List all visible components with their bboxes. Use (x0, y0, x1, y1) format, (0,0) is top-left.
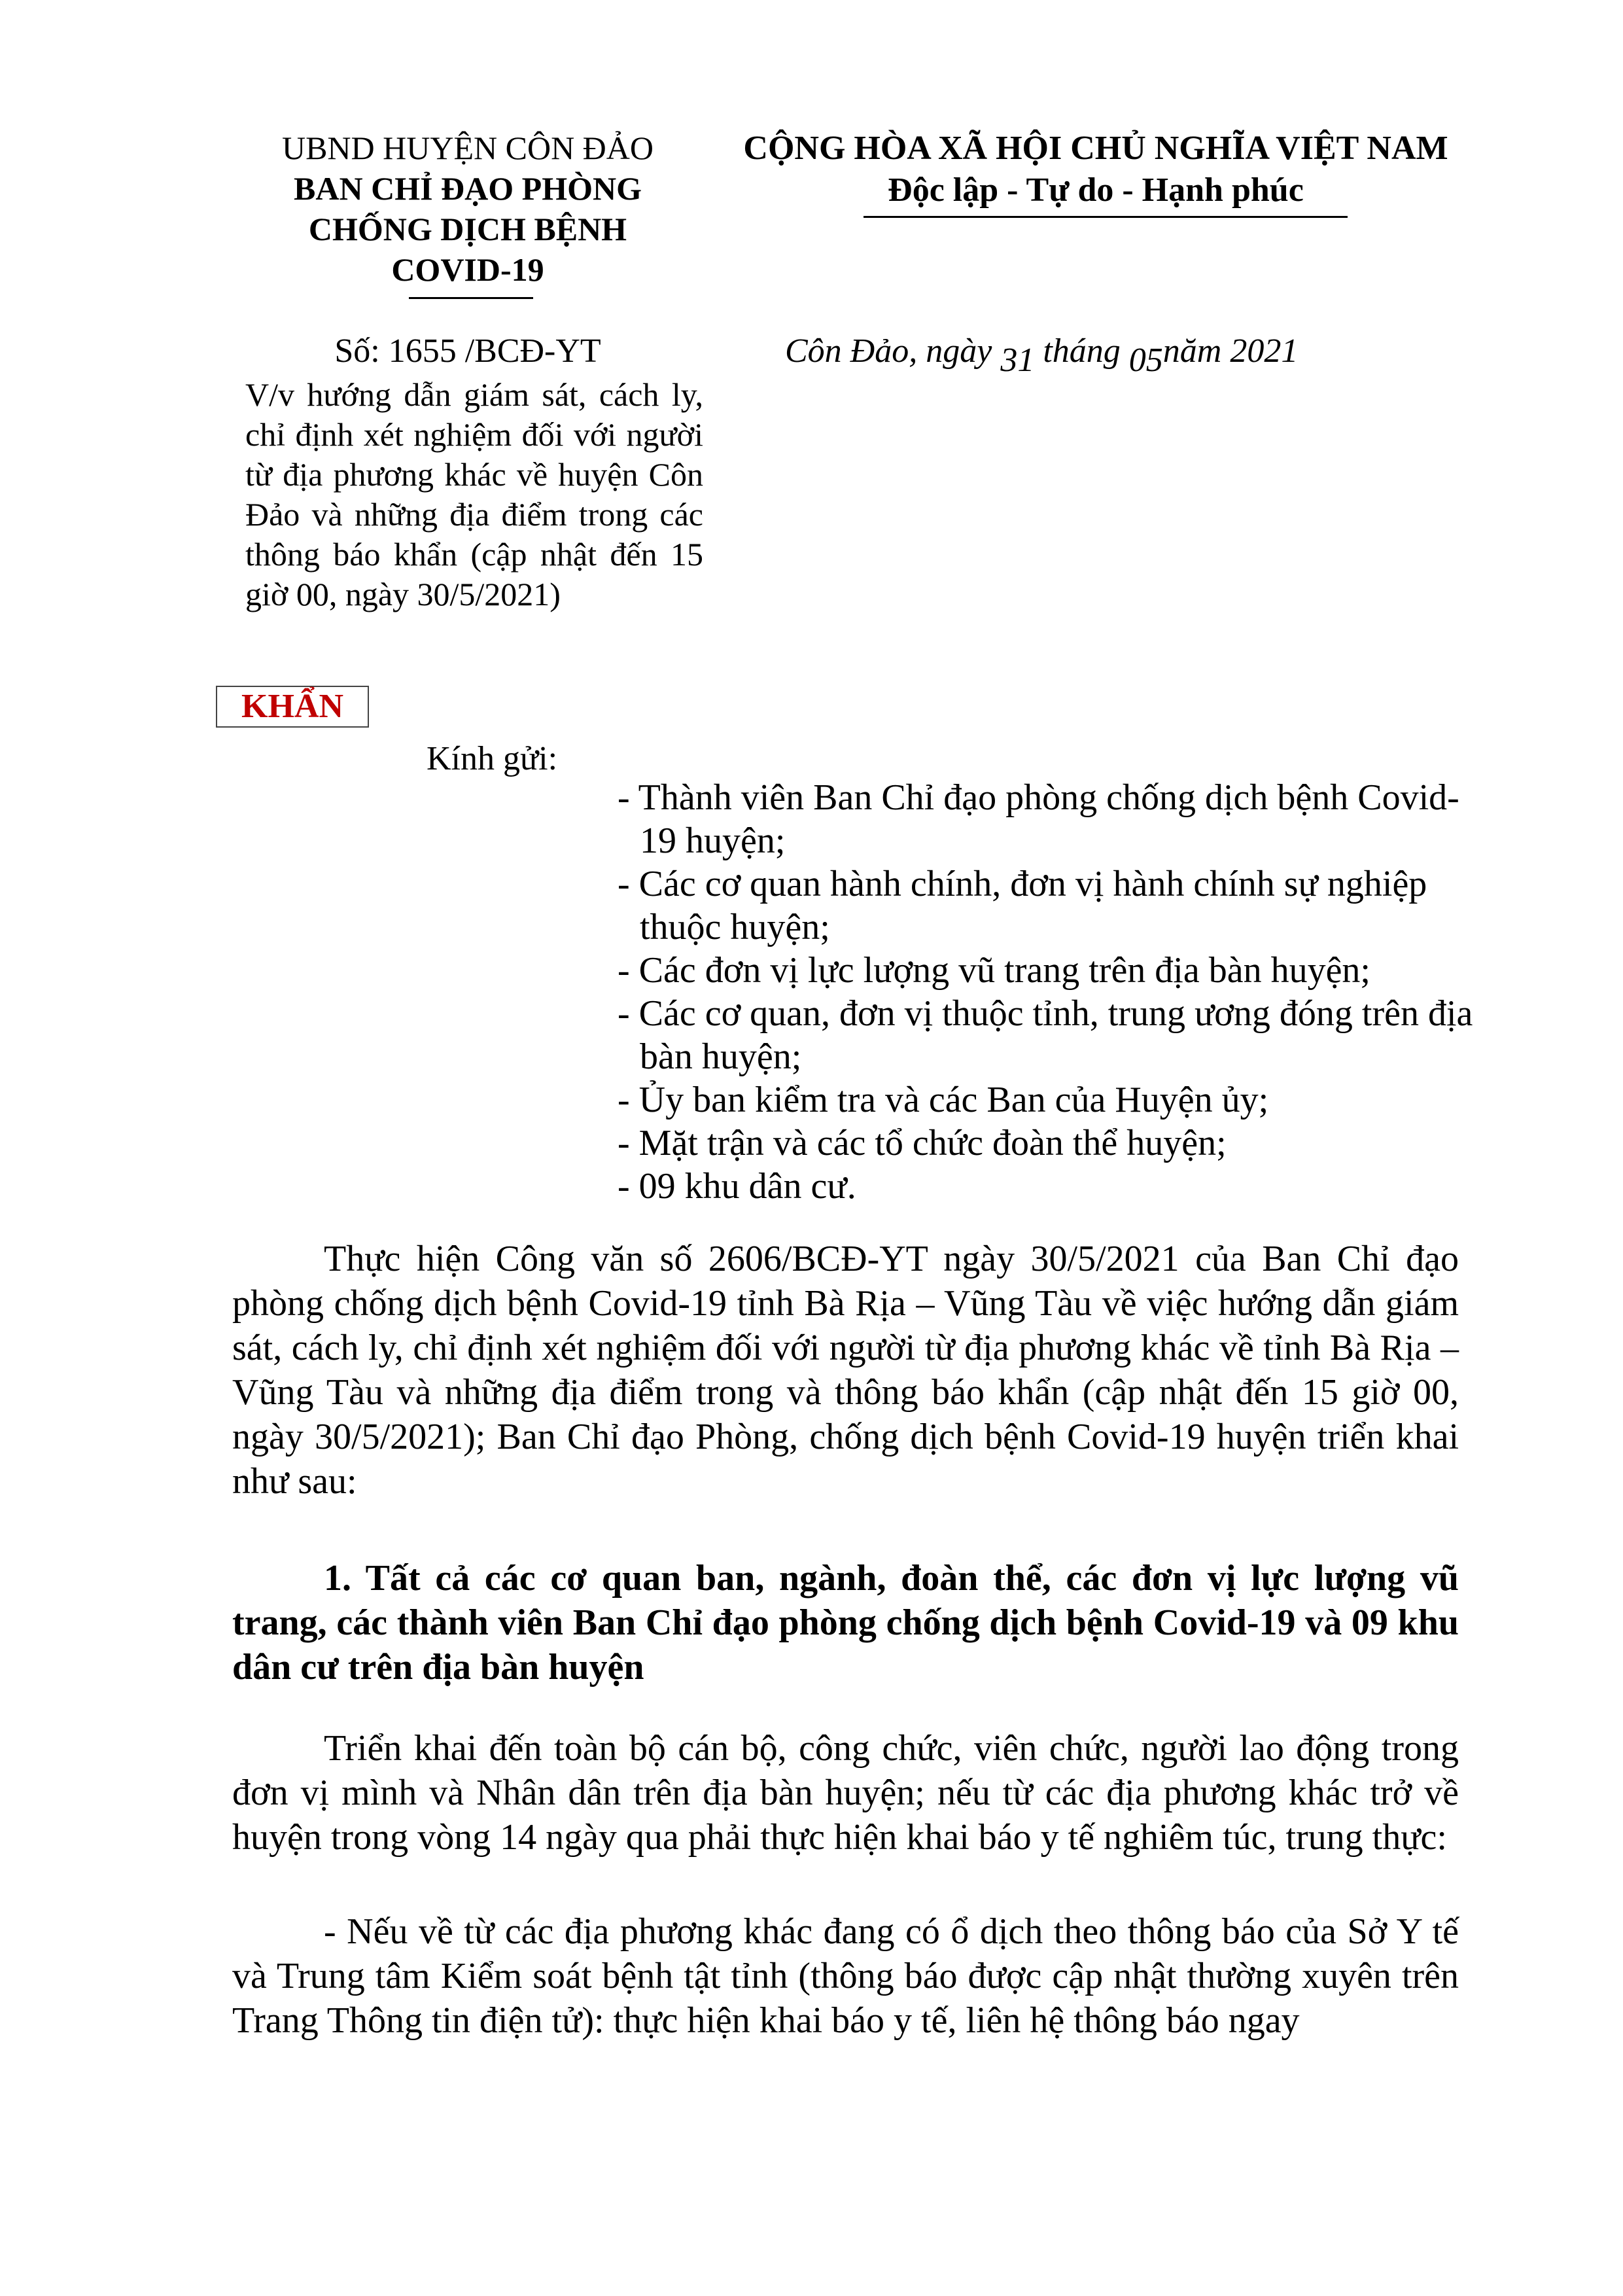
issue-date (785, 330, 1299, 379)
recipient-item: - Các cơ quan, đơn vị thuộc tỉnh, trung ương đóng trên địa bàn huyện; (618, 993, 1473, 1077)
body-paragraph-1: Thực hiện Công văn số 2606/BCĐ-YT ngày 30/5/2021 của Ban Chỉ đạo phòng chống dịch bệnh Covid-19 tỉnh Bà Rịa – Vũng Tàu về việc hướng dẫn giám sát, cách ly, chỉ định xét nghiệm đối với người từ địa phương khác về tỉnh Bà Rịa – Vũng Tàu và những địa điểm trong và thông báo khẩn (cập nhật đến 15 giờ 00, ngày 30/5/2021); Ban Chỉ đạo Phòng, chống dịch bệnh Covid-19 huyện triển khai như sau: (232, 1239, 1459, 1502)
authority-line-1: UBND HUYỆN CÔN ĐẢO (281, 130, 654, 166)
recipient-list (618, 776, 1494, 1208)
recipient-item: - Các cơ quan hành chính, đơn vị hành chính sự nghiệp thuộc huyện; (618, 864, 1427, 947)
recipient-item: - Thành viên Ban Chỉ đạo phòng chống dịch bệnh Covid-19 huyện; (618, 777, 1459, 861)
motto-underline (864, 216, 1348, 218)
date-year: năm 2021 (1162, 332, 1299, 370)
date-month: 05 (1128, 342, 1163, 379)
urgency-stamp: KHẨN (216, 686, 369, 728)
doc-number-prefix: Số: (334, 332, 380, 370)
authority-line-4: COVID-19 (391, 251, 544, 288)
document-subject: V/v hướng dẫn giám sát, cách ly, chỉ định xét nghiệm đối với người từ địa phương khác về huyện Côn Đảo và những địa điểm trong các thông báo khẩn (cập nhật đến 15 giờ 00, ngày 30/5/2021) (245, 376, 703, 612)
authority-line-3: CHỐNG DỊCH BỆNH (308, 211, 627, 247)
body-paragraph-3: - Nếu về từ các địa phương khác đang có ổ dịch theo thông báo của Sở Y tế và Trung tâm Kiểm soát bệnh tật tỉnh (thông báo được cập nhật thường xuyên trên Trang Thông tin điện tử): thực hiện khai báo y tế, liên hệ thông báo ngay (232, 1911, 1459, 2041)
nation-name: CỘNG HÒA XÃ HỘI CHỦ NGHĨA VIỆT NAM (743, 130, 1448, 167)
authority-line-2: BAN CHỈ ĐẠO PHÒNG (294, 170, 642, 207)
section-heading-1: 1. Tất cả các cơ quan ban, ngành, đoàn thể, các đơn vị lực lượng vũ trang, các thành viên Ban Chỉ đạo phòng chống dịch bệnh Covid-19 và 09 khu dân cư trên địa bàn huyện (232, 1558, 1459, 1687)
date-month-label: tháng (1043, 332, 1121, 370)
date-place: Côn Đảo, ngày (785, 332, 992, 370)
body-paragraph-2: Triển khai đến toàn bộ cán bộ, công chức, viên chức, người lao động trong đơn vị mình và Nhân dân trên địa bàn huyện; nếu từ các địa phương khác trở về huyện trong vòng 14 ngày qua phải thực hiện khai báo y tế nghiêm túc, trung thực: (232, 1728, 1459, 1858)
issuing-authority (232, 128, 703, 290)
greeting: Kính gửi: (427, 740, 558, 777)
date-day: 31 (1000, 342, 1035, 379)
national-motto: Độc lập - Tự do - Hạnh phúc (888, 171, 1304, 209)
authority-underline (409, 297, 533, 299)
doc-number-value: 1655 (388, 332, 457, 370)
recipient-item: - Các đơn vị lực lượng vũ trang trên địa bàn huyện; (618, 950, 1370, 991)
recipient-item: - Ủy ban kiểm tra và các Ban của Huyện ủy; (618, 1080, 1269, 1120)
document-number (232, 330, 703, 372)
doc-number-suffix: /BCĐ-YT (464, 332, 601, 370)
recipient-item: - 09 khu dân cư. (618, 1166, 856, 1207)
recipient-item: - Mặt trận và các tổ chức đoàn thể huyện; (618, 1123, 1227, 1163)
national-heading (720, 128, 1472, 211)
